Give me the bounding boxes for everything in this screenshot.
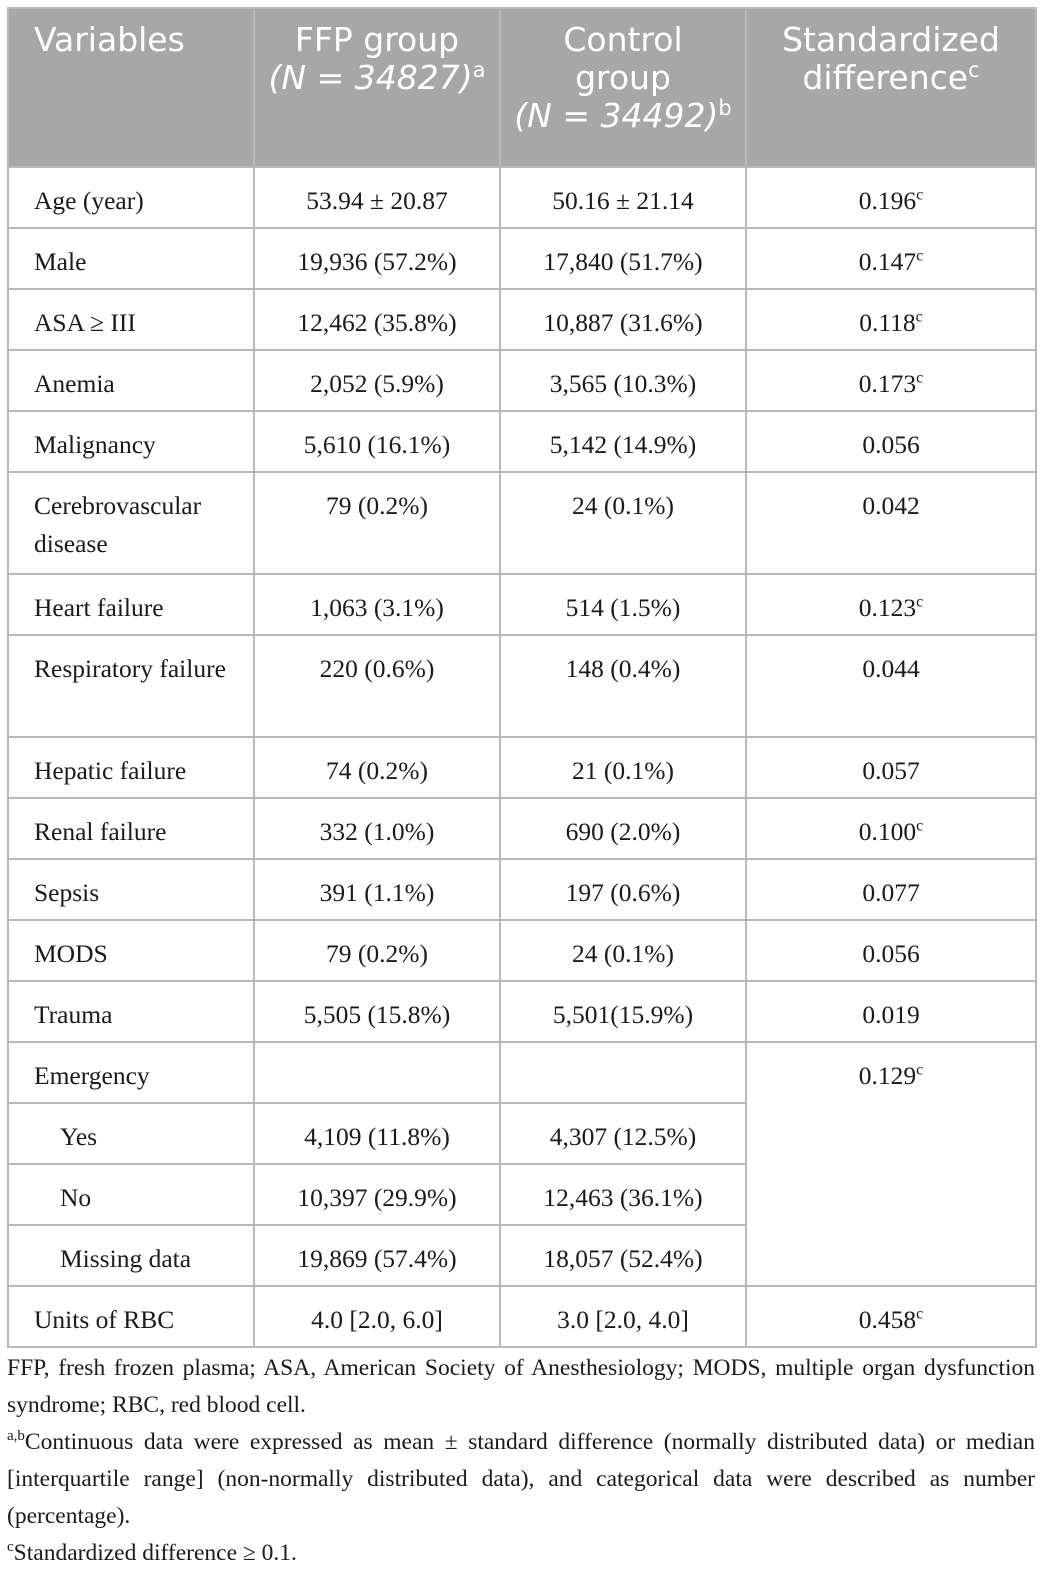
cell-std-diff-text: 0.173 bbox=[858, 369, 917, 398]
cell-control bbox=[500, 289, 746, 350]
cell-ffp-text: 220 (0.6%) bbox=[319, 654, 435, 683]
cell-variable bbox=[8, 574, 254, 635]
footnote-ab-text: Continuous data were expressed as mean ± standard difference (normally distributed data) or median [interquartile range] (non-normally distributed data), and categorical data were described as number (percentage). bbox=[7, 1429, 1035, 1529]
cell-control bbox=[500, 635, 746, 737]
cell-std-diff-text: 0.458 bbox=[858, 1305, 917, 1334]
cell-ffp bbox=[254, 411, 500, 472]
cell-std-diff bbox=[746, 350, 1036, 411]
cell-variable bbox=[8, 1286, 254, 1347]
cell-control-text: 17,840 (51.7%) bbox=[543, 247, 703, 276]
table-row bbox=[8, 635, 1036, 737]
cell-ffp-text: 1,063 (3.1%) bbox=[310, 593, 444, 622]
table-row bbox=[8, 981, 1036, 1042]
cell-control bbox=[500, 228, 746, 289]
cell-ffp-text: 19,869 (57.4%) bbox=[297, 1244, 457, 1273]
cell-ffp-text: 4.0 [2.0, 6.0] bbox=[311, 1305, 443, 1334]
cell-control-text: 197 (0.6%) bbox=[565, 878, 681, 907]
cell-std-diff-text: 0.056 bbox=[862, 430, 920, 459]
cell-control-text: 5,501(15.9%) bbox=[552, 1000, 694, 1029]
header-standardized-difference: Standardized difference$^c$ bbox=[746, 8, 1036, 167]
table-row-emergency bbox=[8, 1042, 1036, 1103]
baseline-characteristics-table bbox=[7, 7, 1037, 1348]
cell-control-text: 3.0 [2.0, 4.0] bbox=[557, 1305, 689, 1334]
cell-variable-text: Malignancy bbox=[34, 430, 156, 459]
cell-ffp bbox=[254, 981, 500, 1042]
cell-ffp-text: 79 (0.2%) bbox=[326, 491, 428, 520]
cell-control bbox=[500, 574, 746, 635]
cell-ffp bbox=[254, 1164, 500, 1225]
cell-ffp-text: 19,936 (57.2%) bbox=[297, 247, 457, 276]
cell-std-diff-text: 0.042 bbox=[862, 491, 920, 520]
cell-std-diff-text: 0.077 bbox=[862, 878, 920, 907]
footnote-ab bbox=[7, 1424, 1035, 1535]
cell-control-text: 24 (0.1%) bbox=[572, 939, 674, 968]
cell-ffp bbox=[254, 472, 500, 574]
cell-variable bbox=[8, 635, 254, 737]
cell-control bbox=[500, 1164, 746, 1225]
cell-ffp-text: 391 (1.1%) bbox=[319, 878, 435, 907]
cell-control bbox=[500, 411, 746, 472]
cell-std-diff bbox=[746, 859, 1036, 920]
table-row bbox=[8, 859, 1036, 920]
cell-variable bbox=[8, 981, 254, 1042]
cell-ffp bbox=[254, 635, 500, 737]
cell-control-text: 24 (0.1%) bbox=[572, 491, 674, 520]
footnote-c bbox=[7, 1535, 1035, 1572]
cell-variable-text: Renal failure bbox=[34, 817, 167, 846]
cell-std-diff bbox=[746, 472, 1036, 574]
cell-variable bbox=[8, 737, 254, 798]
cell-std-diff-text: 0.129 bbox=[858, 1061, 917, 1090]
header-row bbox=[8, 8, 1036, 167]
cell-variable-text: Missing data bbox=[60, 1244, 192, 1273]
cell-std-diff-sup: c bbox=[916, 186, 924, 204]
header-ctrl-n: (N = 34492) bbox=[514, 96, 719, 135]
cell-std-diff-sup: c bbox=[916, 817, 924, 835]
cell-std-diff bbox=[746, 574, 1036, 635]
cell-ffp-text: 332 (1.0%) bbox=[319, 817, 435, 846]
cell-std-diff bbox=[746, 228, 1036, 289]
table-row bbox=[8, 574, 1036, 635]
cell-std-diff bbox=[746, 737, 1036, 798]
cell-variable bbox=[8, 472, 254, 574]
cell-control-text: 10,887 (31.6%) bbox=[543, 308, 703, 337]
cell-ffp bbox=[254, 1103, 500, 1164]
footnote-c-marker: c bbox=[7, 1539, 14, 1556]
cell-std-diff bbox=[746, 635, 1036, 737]
cell-control bbox=[500, 981, 746, 1042]
cell-control-text: 50.16 ± 21.14 bbox=[552, 186, 694, 215]
cell-variable-text: Hepatic failure bbox=[34, 756, 187, 785]
cell-variable bbox=[8, 1164, 254, 1225]
cell-ffp bbox=[254, 1225, 500, 1286]
cell-control bbox=[500, 1225, 746, 1286]
cell-control bbox=[500, 798, 746, 859]
cell-ffp-text: 5,610 (16.1%) bbox=[303, 430, 451, 459]
cell-std-diff bbox=[746, 1042, 1036, 1286]
cell-variable bbox=[8, 350, 254, 411]
cell-std-diff bbox=[746, 411, 1036, 472]
cell-ffp-text: 4,109 (11.8%) bbox=[304, 1122, 450, 1151]
cell-std-diff-text: 0.044 bbox=[862, 654, 920, 683]
cell-variable-text: Yes bbox=[60, 1122, 98, 1151]
cell-control bbox=[500, 737, 746, 798]
cell-ffp bbox=[254, 798, 500, 859]
table-row bbox=[8, 798, 1036, 859]
cell-variable-text: Anemia bbox=[34, 369, 115, 398]
cell-ffp bbox=[254, 167, 500, 228]
table-row bbox=[8, 920, 1036, 981]
cell-ffp bbox=[254, 574, 500, 635]
header-control-group: Control group (N = 34492)$^b$ bbox=[500, 8, 746, 167]
cell-std-diff-text: 0.056 bbox=[862, 939, 920, 968]
cell-std-diff bbox=[746, 920, 1036, 981]
cell-std-diff-text: 0.100 bbox=[858, 817, 917, 846]
cell-variable bbox=[8, 228, 254, 289]
cell-std-diff-sup: c bbox=[916, 593, 924, 611]
cell-ffp-text: 2,052 (5.9%) bbox=[310, 369, 444, 398]
cell-std-diff-text: 0.057 bbox=[862, 756, 920, 785]
footnote-ab-marker: a,b bbox=[7, 1428, 25, 1445]
cell-ffp bbox=[254, 737, 500, 798]
cell-std-diff-text: 0.118 bbox=[859, 308, 916, 337]
cell-control-text: 4,307 (12.5%) bbox=[549, 1122, 697, 1151]
table-row bbox=[8, 167, 1036, 228]
cell-std-diff-sup: c bbox=[916, 1305, 924, 1323]
header-ffp-group: FFP group (N = 34827)$^a$ bbox=[254, 8, 500, 167]
cell-variable-text: Respiratory failure bbox=[34, 654, 226, 683]
cell-variable-text: No bbox=[60, 1183, 92, 1212]
cell-variable bbox=[8, 859, 254, 920]
cell-std-diff bbox=[746, 798, 1036, 859]
cell-std-diff-sup: c bbox=[916, 247, 924, 265]
cell-ffp bbox=[254, 350, 500, 411]
cell-control bbox=[500, 1103, 746, 1164]
cell-ffp bbox=[254, 859, 500, 920]
table-row bbox=[8, 228, 1036, 289]
table-footnotes bbox=[7, 1350, 1035, 1572]
cell-std-diff-text: 0.196 bbox=[858, 186, 917, 215]
cell-variable bbox=[8, 411, 254, 472]
cell-ffp bbox=[254, 289, 500, 350]
header-variables: Variables bbox=[8, 8, 254, 167]
table-body bbox=[8, 167, 1036, 1347]
header-ffp-sup: a bbox=[472, 58, 486, 82]
cell-std-diff bbox=[746, 289, 1036, 350]
cell-control bbox=[500, 167, 746, 228]
cell-variable bbox=[8, 798, 254, 859]
cell-variable-text: ASA ≥ III bbox=[34, 308, 136, 337]
table-row bbox=[8, 411, 1036, 472]
header-ctrl-sup: b bbox=[718, 96, 732, 120]
cell-control-text: 3,565 (10.3%) bbox=[549, 369, 697, 398]
table-row bbox=[8, 1286, 1036, 1347]
cell-control-text: 514 (1.5%) bbox=[565, 593, 681, 622]
cell-control bbox=[500, 350, 746, 411]
cell-variable-text: MODS bbox=[34, 939, 108, 968]
cell-std-diff-sup: c bbox=[915, 308, 923, 326]
cell-variable-text: Sepsis bbox=[34, 878, 100, 907]
footnote-c-text: Standardized difference ≥ 0.1. bbox=[13, 1540, 297, 1566]
cell-variable-text: Emergency bbox=[34, 1061, 150, 1090]
cell-std-diff-text: 0.123 bbox=[858, 593, 917, 622]
footnote-abbreviations: FFP, fresh frozen plasma; ASA, American Society of Anesthesiology; MODS, multiple organ dysfunction syndrome; RBC, red blood cell. bbox=[7, 1355, 1035, 1418]
cell-ffp-text: 12,462 (35.8%) bbox=[297, 308, 457, 337]
cell-control-text: 12,463 (36.1%) bbox=[543, 1183, 703, 1212]
cell-std-diff bbox=[746, 981, 1036, 1042]
table-row bbox=[8, 737, 1036, 798]
cell-ffp bbox=[254, 920, 500, 981]
table-row bbox=[8, 350, 1036, 411]
cell-variable bbox=[8, 1103, 254, 1164]
cell-control bbox=[500, 859, 746, 920]
cell-ffp-text: 74 (0.2%) bbox=[326, 756, 428, 785]
cell-variable bbox=[8, 920, 254, 981]
cell-ffp-text: 10,397 (29.9%) bbox=[297, 1183, 457, 1212]
header-ffp-n: (N = 34827) bbox=[268, 58, 473, 97]
cell-control-text: 5,142 (14.9%) bbox=[549, 430, 697, 459]
header-std-sup: c bbox=[968, 58, 980, 82]
cell-control-text: 18,057 (52.4%) bbox=[543, 1244, 703, 1273]
cell-control-text: 690 (2.0%) bbox=[565, 817, 681, 846]
cell-variable-text: Age (year) bbox=[34, 186, 144, 215]
cell-std-diff-text: 0.019 bbox=[862, 1000, 920, 1029]
table-row bbox=[8, 289, 1036, 350]
cell-variable-text: Trauma bbox=[34, 1000, 113, 1029]
cell-variable bbox=[8, 167, 254, 228]
cell-std-diff bbox=[746, 167, 1036, 228]
cell-variable bbox=[8, 1225, 254, 1286]
cell-control-text: 148 (0.4%) bbox=[565, 654, 681, 683]
cell-variable-text: Heart failure bbox=[34, 593, 164, 622]
cell-variable bbox=[8, 289, 254, 350]
cell-control bbox=[500, 1286, 746, 1347]
cell-std-diff-sup: c bbox=[916, 369, 924, 387]
cell-variable-text: Cerebrovascular disease bbox=[34, 491, 202, 558]
cell-variable-text: Units of RBC bbox=[34, 1305, 175, 1334]
cell-ffp bbox=[254, 1042, 500, 1103]
cell-ffp-text: 79 (0.2%) bbox=[326, 939, 428, 968]
cell-control bbox=[500, 1042, 746, 1103]
cell-control-text: 21 (0.1%) bbox=[572, 756, 674, 785]
cell-variable bbox=[8, 1042, 254, 1103]
cell-ffp bbox=[254, 1286, 500, 1347]
cell-control bbox=[500, 472, 746, 574]
cell-std-diff-sup: c bbox=[916, 1061, 924, 1079]
cell-control bbox=[500, 920, 746, 981]
table-row bbox=[8, 472, 1036, 574]
cell-ffp-text: 53.94 ± 20.87 bbox=[306, 186, 448, 215]
cell-std-diff bbox=[746, 1286, 1036, 1347]
table-header bbox=[8, 8, 1036, 167]
cell-std-diff-text: 0.147 bbox=[858, 247, 917, 276]
cell-variable-text: Male bbox=[34, 247, 87, 276]
cell-ffp bbox=[254, 228, 500, 289]
cell-ffp-text: 5,505 (15.8%) bbox=[303, 1000, 451, 1029]
